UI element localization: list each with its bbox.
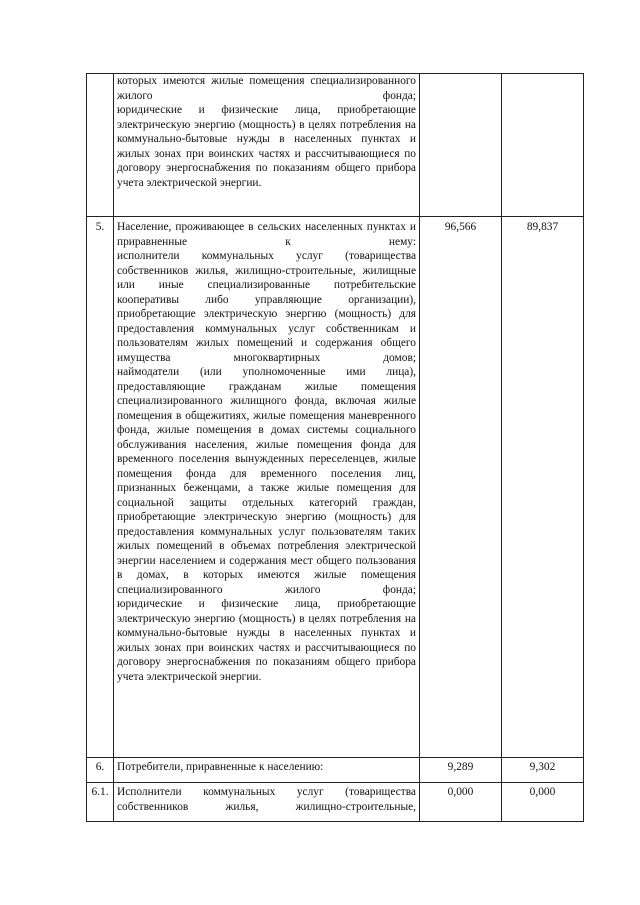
table-row <box>87 74 584 217</box>
value-cell-2: 9,302 <box>502 758 584 783</box>
value-cell-2 <box>502 74 584 217</box>
table-row <box>87 783 584 822</box>
description-paragraph: Исполнители коммунальных услуг (товарищества собственников жилья, жилищно-строительные, <box>117 786 416 813</box>
row-description <box>114 758 420 783</box>
description-paragraph: Потребители, приравненные к населению: <box>117 761 324 773</box>
value-cell-2: 89,837 <box>502 217 584 758</box>
description-paragraph: Население, проживающее в сельских населенных пунктах и приравненные к нему: <box>117 221 416 248</box>
value-cell-1: 96,566 <box>420 217 502 758</box>
value-cell-1 <box>420 74 502 217</box>
value-cell-1: 9,289 <box>420 758 502 783</box>
row-number: 6.1. <box>87 783 114 822</box>
row-description <box>114 217 420 758</box>
description-paragraph: которых имеются жилые помещения специализированного жилого фонда; <box>117 75 416 102</box>
table-row <box>87 217 584 758</box>
row-description <box>114 783 420 822</box>
value-cell-2: 0,000 <box>502 783 584 822</box>
description-paragraph: исполнители коммунальных услуг (товарищества собственников жилья, жилищно-строительные, жилищные или иные специализированные потребительские кооперативы либо управляющие организации), приобретающие электрическую энергию (мощность) для предоставления коммунальных услуг собственникам и пользователям жилых помещений и содержания общего имущества многоквартирных домов; <box>117 250 416 364</box>
row-number: 5. <box>87 217 114 758</box>
description-paragraph: юридические и физические лица, приобретающие электрическую энергию (мощность) в целях потребления на коммунально-бытовые нужды в населенных пунктах и жилых зонах при воинских частях и рассчитывающиеся по договору энергоснабжения по показаниям общего прибора учета электрической энергии. <box>117 104 416 189</box>
description-paragraph: наймодатели (или уполномоченные ими лица), предоставляющие гражданам жилые помещения специализированного жилищного фонда, включая жилые помещения в общежитиях, жилые помещения маневренного фонда, жилые помещения в домах системы социального обслуживания населения, жилые помещения фонда для временного поселения вынужденных переселенцев, жилые помещения фонда для временного поселения лиц, признанных беженцами, а также жилые помещения для социальной защиты отдельных категорий граждан, приобретающие электрическую энергию (мощность) для предоставления коммунальных услуг пользователям таких жилых помещений в объемах потребления электрической энергии населением и содержания мест общего пользования в домах, в которых имеются жилые помещения специализированного жилого фонда; <box>117 366 416 596</box>
table-row <box>87 758 584 783</box>
value-cell-1: 0,000 <box>420 783 502 822</box>
row-description <box>114 74 420 217</box>
tariff-table <box>86 73 584 822</box>
row-number <box>87 74 114 217</box>
description-paragraph: юридические и физические лица, приобретающие электрическую энергию (мощность) в целях потребления на коммунально-бытовые нужды в населенных пунктах и жилых зонах при воинских частях и рассчитывающиеся по договору энергоснабжения по показаниям общего прибора учета электрической энергии. <box>117 598 416 683</box>
row-number: 6. <box>87 758 114 783</box>
